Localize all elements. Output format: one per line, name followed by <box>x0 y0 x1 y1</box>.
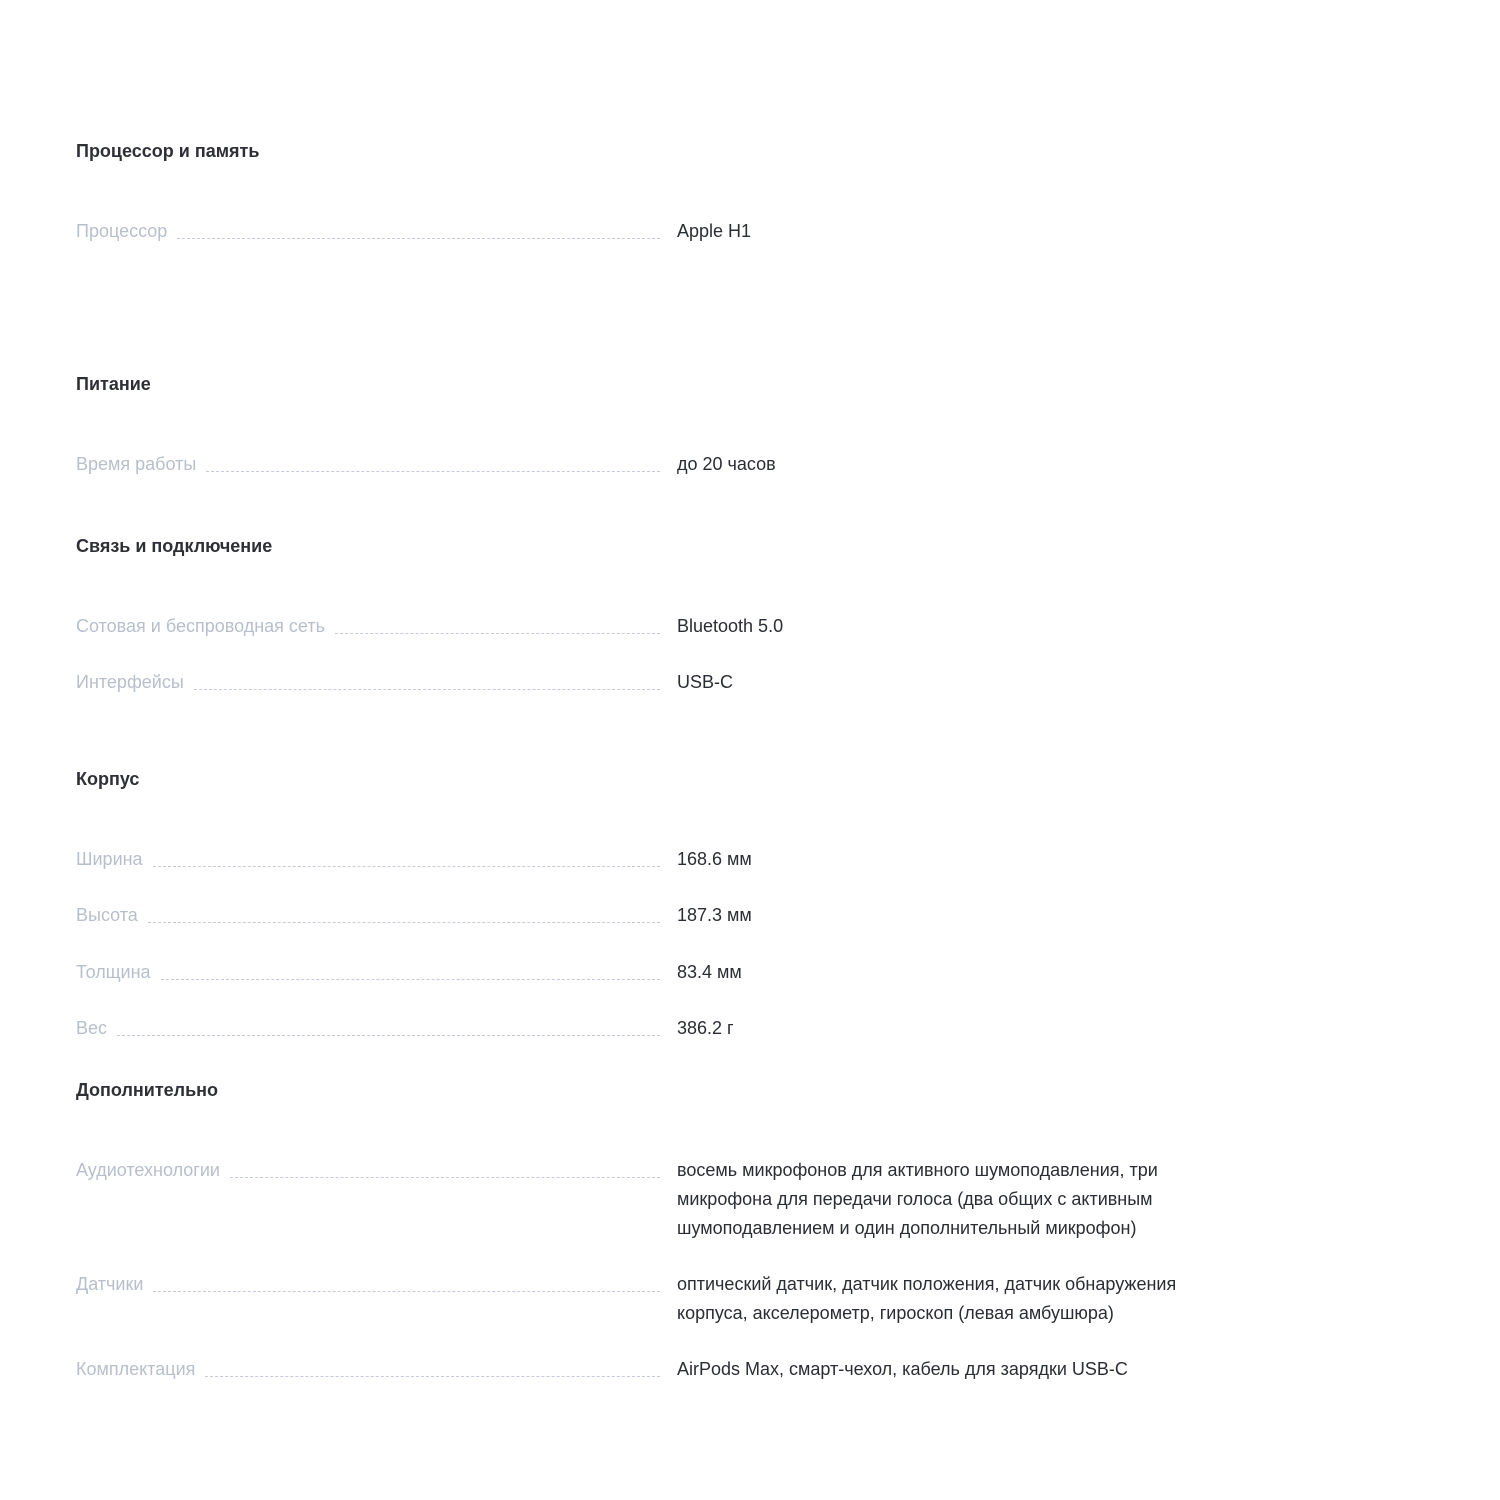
dotted-leader <box>230 1177 660 1178</box>
spec-row-interfaces <box>76 670 1236 697</box>
spec-row-height <box>76 903 1236 930</box>
spec-label: Аудиотехнологии <box>76 1160 220 1180</box>
spec-label: Комплектация <box>76 1359 196 1379</box>
spec-label: Высота <box>76 905 138 925</box>
spec-value: 83.4 мм <box>677 962 742 982</box>
spec-value: до 20 часов <box>677 454 776 474</box>
dotted-leader <box>117 1035 660 1036</box>
spec-row-package <box>76 1357 1236 1384</box>
spec-label: Ширина <box>76 849 143 869</box>
spec-value: оптический датчик, датчик положения, датчик обнаружения корпуса, акселерометр, гироскоп (левая амбушюра) <box>677 1274 1177 1323</box>
spec-row-battery-life <box>76 452 1236 479</box>
spec-value: Bluetooth 5.0 <box>677 616 784 636</box>
section-title-connectivity: Связь и подключение <box>76 536 273 556</box>
dotted-leader <box>205 1376 660 1377</box>
dotted-leader <box>161 979 660 980</box>
spec-value: Apple H1 <box>677 221 752 241</box>
section-title-power: Питание <box>76 374 151 394</box>
spec-row-weight <box>76 1016 1236 1043</box>
dotted-leader <box>153 866 660 867</box>
spec-value: 168.6 мм <box>677 849 752 869</box>
spec-row-processor <box>76 219 1236 246</box>
spec-value: AirPods Max, смарт-чехол, кабель для зарядки USB-C <box>677 1359 1128 1379</box>
section-title-processor: Процессор и память <box>76 141 260 161</box>
spec-value: 187.3 мм <box>677 905 752 925</box>
spec-row-thickness <box>76 960 1236 987</box>
dotted-leader <box>153 1291 660 1292</box>
spec-label: Толщина <box>76 962 151 982</box>
spec-label: Сотовая и беспроводная сеть <box>76 616 325 636</box>
spec-value: USB-C <box>677 672 734 692</box>
dotted-leader <box>335 633 660 634</box>
dotted-leader <box>206 471 660 472</box>
spec-label: Время работы <box>76 454 197 474</box>
section-title-body: Корпус <box>76 769 140 789</box>
section-title-additional: Дополнительно <box>76 1080 219 1100</box>
dotted-leader <box>177 238 660 239</box>
spec-row-width <box>76 847 1236 874</box>
spec-label: Процессор <box>76 221 168 241</box>
spec-row-audio <box>76 1158 1236 1243</box>
spec-row-wireless <box>76 614 1236 641</box>
dotted-leader <box>148 922 660 923</box>
dotted-leader <box>194 689 660 690</box>
spec-label: Вес <box>76 1018 108 1038</box>
spec-value: 386.2 г <box>677 1018 734 1038</box>
spec-value: восемь микрофонов для активного шумоподавления, три микрофона для передачи голоса (два общих с активным шумоподавлением и один дополнительный микрофон) <box>677 1160 1158 1238</box>
spec-label: Датчики <box>76 1274 144 1294</box>
spec-row-sensors <box>76 1272 1236 1328</box>
spec-label: Интерфейсы <box>76 672 184 692</box>
